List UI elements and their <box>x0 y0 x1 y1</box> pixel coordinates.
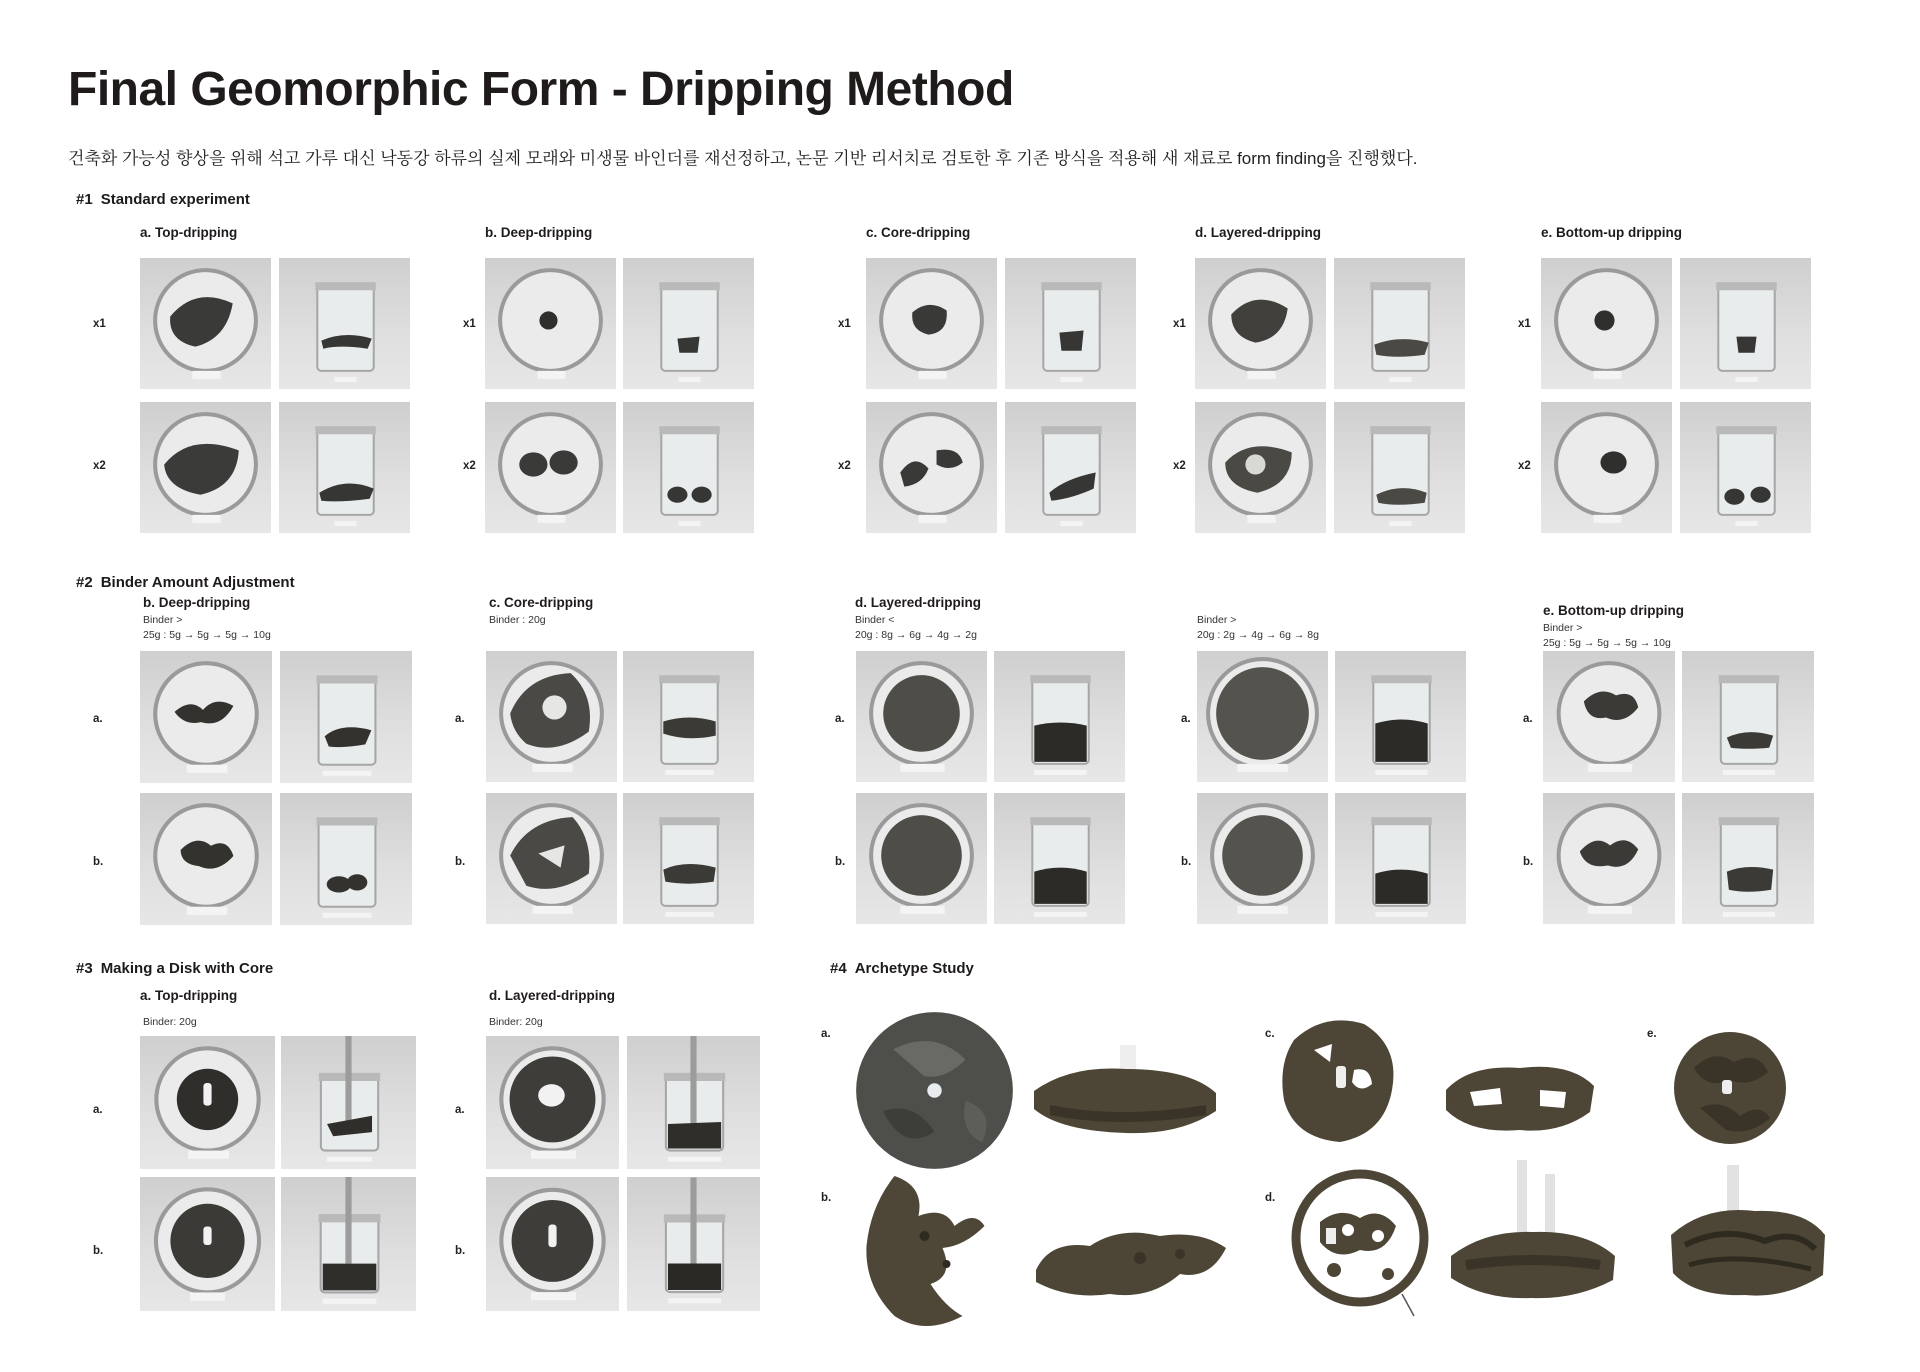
archetype-label: a. <box>821 1028 831 1040</box>
jar-photo-side <box>623 651 754 782</box>
s2-row-label: b. <box>1523 856 1534 868</box>
jar-photo-top <box>1195 402 1326 533</box>
s2-row-label: b. <box>455 856 466 868</box>
jar-photo-side <box>1680 258 1811 389</box>
s2-row-label: a. <box>1523 713 1533 725</box>
jar-photo-top <box>1541 258 1672 389</box>
archetype-label: d. <box>1265 1192 1276 1204</box>
archetype-tangle-side <box>1665 1165 1830 1305</box>
archetype-sphere-top <box>1274 1010 1404 1150</box>
s3-row-label: b. <box>455 1245 466 1257</box>
archetype-ring-side <box>1445 1160 1620 1310</box>
page-title: Final Geomorphic Form - Dripping Method <box>68 63 1014 116</box>
s1-row-label: x1 <box>463 318 476 330</box>
jar-photo-top <box>140 793 272 925</box>
jar-photo-side <box>281 1177 416 1311</box>
jar-photo-top <box>486 1177 619 1311</box>
section-3-header <box>76 960 273 977</box>
section-3-number: #3 <box>76 960 93 977</box>
archetype-sphere-side <box>1440 1050 1600 1140</box>
s3-row-label: b. <box>93 1245 104 1257</box>
section-2-number: #2 <box>76 574 93 591</box>
section-2-name: Binder Amount Adjustment <box>100 574 295 591</box>
s3-binder-note: Binder: 20g <box>143 1016 197 1028</box>
jar-photo-side <box>280 793 412 925</box>
archetype-tangle-top <box>1670 1028 1790 1148</box>
jar-photo-side <box>279 258 410 389</box>
s2-binder-line: 25g : 5g → 5g → 5g → 10g <box>143 629 271 641</box>
jar-photo-side <box>1334 258 1465 389</box>
s1-row-label: x2 <box>838 460 851 472</box>
archetype-fragment-side <box>1030 1210 1230 1310</box>
jar-photo-top <box>856 793 987 924</box>
jar-photo-top <box>140 402 271 533</box>
archetype-fragment-top <box>852 1166 1017 1336</box>
jar-photo-side <box>1335 651 1466 782</box>
s2-binder-note <box>1197 613 1319 643</box>
s2-row-label: b. <box>835 856 846 868</box>
jar-photo-side <box>1682 793 1814 924</box>
s3-col-header: d. Layered-dripping <box>489 988 616 1003</box>
jar-photo-side <box>623 793 754 924</box>
s3-row-label: a. <box>455 1104 465 1116</box>
jar-photo-top <box>1543 651 1675 782</box>
jar-photo-top <box>140 1177 275 1311</box>
s2-col-header: c. Core-dripping <box>489 595 594 610</box>
s1-row-label: x1 <box>93 318 106 330</box>
jar-photo-side <box>1335 793 1466 924</box>
section-4-number: #4 <box>830 960 847 977</box>
s2-row-label: a. <box>1181 713 1191 725</box>
s2-binder-line: Binder > <box>1543 622 1583 634</box>
jar-photo-side <box>623 402 754 533</box>
s2-binder-line: Binder > <box>143 614 183 626</box>
jar-photo-top <box>866 402 997 533</box>
archetype-disk-side <box>1030 1035 1220 1145</box>
jar-photo-top <box>140 651 272 783</box>
jar-photo-top <box>856 651 987 782</box>
s2-row-label: a. <box>835 713 845 725</box>
s1-row-label: x1 <box>838 318 851 330</box>
s1-row-label: x1 <box>1518 318 1531 330</box>
s1-col-header: e. Bottom-up dripping <box>1541 225 1682 240</box>
jar-photo-side <box>1682 651 1814 782</box>
archetype-ring-top <box>1290 1166 1430 1316</box>
section-1-header <box>76 191 250 208</box>
jar-photo-side <box>627 1036 760 1169</box>
s3-binder-note: Binder: 20g <box>489 1016 543 1028</box>
jar-photo-side <box>281 1036 416 1169</box>
s1-col-header: a. Top-dripping <box>140 225 238 240</box>
s2-binder-line: 20g : 2g → 4g → 6g → 8g <box>1197 629 1319 641</box>
jar-photo-top <box>140 1036 275 1169</box>
archetype-label: b. <box>821 1192 832 1204</box>
archetype-label: e. <box>1647 1028 1657 1040</box>
jar-photo-side <box>623 258 754 389</box>
s2-binder-note <box>855 613 977 643</box>
page-subtitle: 건축화 가능성 향상을 위해 석고 가루 대신 낙동강 하류의 실제 모래와 미생물 바인더를 재선정하고, 논문 기반 리서치로 검토한 후 기존 방식을 적용해 새 재료로 form finding을 진행했다. <box>68 149 1418 168</box>
s1-col-header: b. Deep-dripping <box>485 225 593 240</box>
jar-photo-side <box>627 1177 760 1311</box>
section-3-name: Making a Disk with Core <box>100 960 274 977</box>
s2-binder-line: Binder < <box>855 614 895 626</box>
jar-photo-top <box>1543 793 1675 924</box>
s2-col-header: d. Layered-dripping <box>855 595 982 610</box>
jar-photo-side <box>1680 402 1811 533</box>
jar-photo-top <box>1197 651 1328 782</box>
jar-photo-top <box>1195 258 1326 389</box>
s3-row-label: a. <box>93 1104 103 1116</box>
s1-col-header: d. Layered-dripping <box>1195 225 1322 240</box>
jar-photo-side <box>280 651 412 783</box>
jar-photo-top <box>866 258 997 389</box>
jar-photo-top <box>486 793 617 924</box>
jar-photo-side <box>279 402 410 533</box>
jar-photo-side <box>1005 402 1136 533</box>
archetype-label: c. <box>1265 1028 1275 1040</box>
jar-photo-top <box>485 258 616 389</box>
jar-photo-top <box>1197 793 1328 924</box>
archetype-disk-top <box>852 1008 1017 1173</box>
s2-binder-note <box>489 613 546 628</box>
jar-photo-side <box>994 651 1125 782</box>
section-1-number: #1 <box>76 191 93 208</box>
s3-col-header: a. Top-dripping <box>140 988 238 1003</box>
s2-col-header: e. Bottom-up dripping <box>1543 603 1684 618</box>
jar-photo-top <box>140 258 271 389</box>
s2-col-header: b. Deep-dripping <box>143 595 251 610</box>
section-4-name: Archetype Study <box>854 960 974 977</box>
jar-photo-side <box>1005 258 1136 389</box>
jar-photo-side <box>994 793 1125 924</box>
s1-row-label: x2 <box>463 460 476 472</box>
section-2-header <box>76 574 295 591</box>
s2-row-label: a. <box>93 713 103 725</box>
s2-row-label: b. <box>1181 856 1192 868</box>
s2-binder-line: 25g : 5g → 5g → 5g → 10g <box>1543 637 1671 649</box>
s1-col-header: c. Core-dripping <box>866 225 971 240</box>
s2-binder-note <box>143 613 271 643</box>
s2-binder-line: Binder > <box>1197 614 1237 626</box>
s1-row-label: x2 <box>1518 460 1531 472</box>
s2-binder-line: 20g : 8g → 6g → 4g → 2g <box>855 629 977 641</box>
section-4-header <box>830 960 974 977</box>
s2-row-label: a. <box>455 713 465 725</box>
s2-binder-note <box>1543 621 1671 651</box>
s2-binder-line: Binder : 20g <box>489 614 546 626</box>
section-1-name: Standard experiment <box>100 191 250 208</box>
jar-photo-top <box>486 1036 619 1169</box>
s1-row-label: x1 <box>1173 318 1186 330</box>
s2-row-label: b. <box>93 856 104 868</box>
jar-photo-top <box>1541 402 1672 533</box>
s1-row-label: x2 <box>1173 460 1186 472</box>
s1-row-label: x2 <box>93 460 106 472</box>
jar-photo-top <box>486 651 617 782</box>
jar-photo-side <box>1334 402 1465 533</box>
jar-photo-top <box>485 402 616 533</box>
